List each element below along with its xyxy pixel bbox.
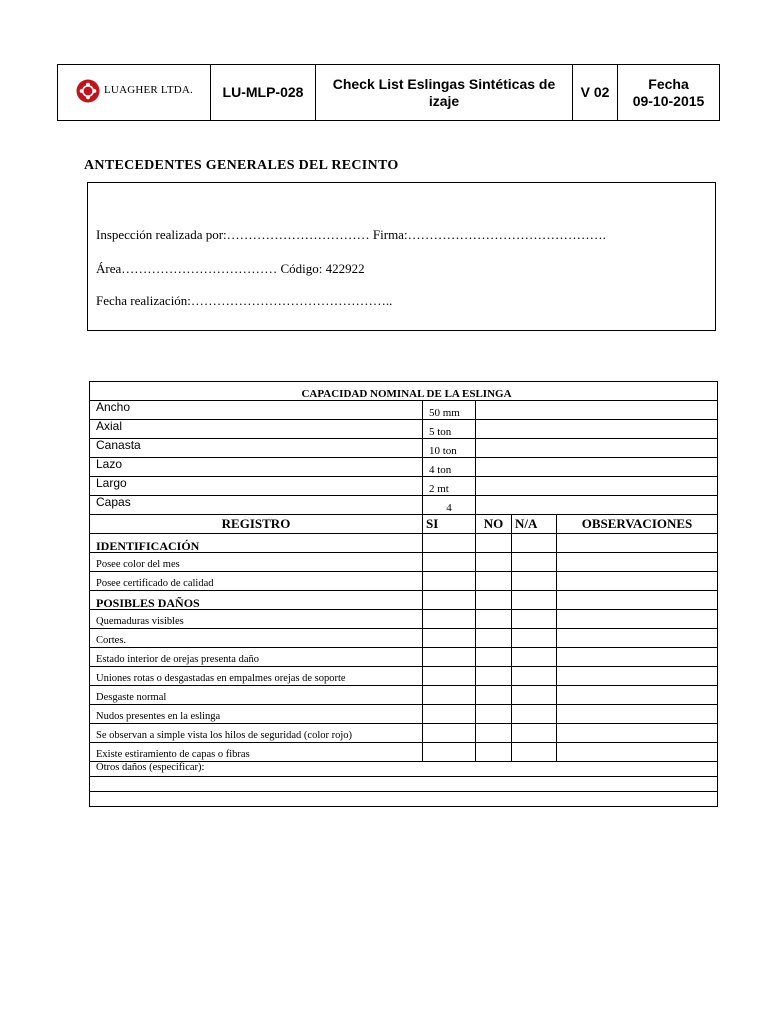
checklist-row (90, 572, 718, 591)
capacidad-label: Capas (90, 496, 423, 515)
checklist-row (90, 553, 718, 572)
check-si[interactable] (423, 610, 476, 629)
observaciones-cell[interactable] (557, 610, 718, 629)
capacidad-value: 10 ton (423, 439, 476, 458)
checklist-row (90, 724, 718, 743)
observaciones-cell[interactable] (557, 534, 718, 553)
checklist-item: Posee certificado de calidad (90, 572, 423, 591)
otros-blank-line[interactable] (90, 777, 718, 792)
date-label: Fecha (648, 75, 689, 92)
check-si[interactable] (423, 705, 476, 724)
document-code: LU-MLP-028 (211, 65, 316, 121)
checklist-item: Estado interior de orejas presenta daño (90, 648, 423, 667)
inspeccion-line: Inspección realizada por:…………………………… Firma:………………………………………. (96, 227, 606, 242)
check-na[interactable] (512, 629, 557, 648)
capacidad-blank (476, 496, 718, 515)
observaciones-cell[interactable] (557, 648, 718, 667)
check-na[interactable] (512, 724, 557, 743)
checklist-item: Quemaduras visibles (90, 610, 423, 629)
company-logo-icon (75, 78, 101, 104)
capacidad-row (90, 496, 718, 515)
observaciones-cell[interactable] (557, 743, 718, 762)
group-row-danos (90, 591, 718, 610)
document-header (57, 64, 720, 121)
capacidad-label: Lazo (90, 458, 423, 477)
check-no[interactable] (476, 572, 512, 591)
otros-blank-row (90, 777, 718, 792)
company-name: LUAGHER LTDA. (104, 84, 193, 96)
antecedentes-box (87, 182, 716, 331)
capacidad-label: Canasta (90, 439, 423, 458)
col-header-observaciones: OBSERVACIONES (557, 515, 718, 534)
group-title-identificacion: IDENTIFICACIÓN (90, 534, 423, 553)
checklist-item: Posee color del mes (90, 553, 423, 572)
capacidad-blank (476, 439, 718, 458)
capacidad-title-row (90, 382, 718, 401)
capacidad-value: 2 mt (423, 477, 476, 496)
observaciones-cell[interactable] (557, 553, 718, 572)
observaciones-cell[interactable] (557, 686, 718, 705)
checklist-row (90, 686, 718, 705)
group-title-danos: POSIBLES DAÑOS (90, 591, 423, 610)
check-si[interactable] (423, 629, 476, 648)
check-si[interactable] (423, 534, 476, 553)
checklist-item: Cortes. (90, 629, 423, 648)
observaciones-cell[interactable] (557, 667, 718, 686)
observaciones-cell[interactable] (557, 629, 718, 648)
capacidad-row (90, 477, 718, 496)
capacidad-value: 50 mm (423, 401, 476, 420)
checklist-row (90, 610, 718, 629)
check-si[interactable] (423, 553, 476, 572)
checklist-item: Desgaste normal (90, 686, 423, 705)
check-na[interactable] (512, 686, 557, 705)
checklist-table (89, 381, 718, 807)
document-version: V 02 (573, 65, 618, 121)
check-no[interactable] (476, 686, 512, 705)
check-si[interactable] (423, 591, 476, 610)
check-no[interactable] (476, 667, 512, 686)
check-na[interactable] (512, 610, 557, 629)
check-na[interactable] (512, 553, 557, 572)
capacidad-blank (476, 401, 718, 420)
checklist-row (90, 705, 718, 724)
fecha-realizacion-line: Fecha realización:……………………………………….. (96, 293, 393, 308)
check-no[interactable] (476, 591, 512, 610)
check-na[interactable] (512, 667, 557, 686)
check-si[interactable] (423, 572, 476, 591)
check-no[interactable] (476, 743, 512, 762)
check-no[interactable] (476, 534, 512, 553)
check-no[interactable] (476, 724, 512, 743)
checklist-row (90, 667, 718, 686)
check-na[interactable] (512, 534, 557, 553)
document-title: Check List Eslingas Sintéticas de izaje (316, 65, 573, 121)
check-no[interactable] (476, 553, 512, 572)
capacidad-value: 4 ton (423, 458, 476, 477)
observaciones-cell[interactable] (557, 705, 718, 724)
check-no[interactable] (476, 648, 512, 667)
observaciones-cell[interactable] (557, 724, 718, 743)
check-si[interactable] (423, 724, 476, 743)
check-si[interactable] (423, 667, 476, 686)
capacidad-label: Axial (90, 420, 423, 439)
col-header-registro: REGISTRO (90, 515, 423, 534)
check-si[interactable] (423, 743, 476, 762)
date-value: 09-10-2015 (632, 92, 705, 109)
observaciones-cell[interactable] (557, 572, 718, 591)
capacidad-blank (476, 420, 718, 439)
check-na[interactable] (512, 743, 557, 762)
check-na[interactable] (512, 705, 557, 724)
capacidad-title: CAPACIDAD NOMINAL DE LA ESLINGA (90, 382, 718, 401)
check-na[interactable] (512, 591, 557, 610)
col-header-na: N/A (512, 515, 557, 534)
check-si[interactable] (423, 648, 476, 667)
checklist-row (90, 629, 718, 648)
capacidad-row (90, 439, 718, 458)
observaciones-cell[interactable] (557, 591, 718, 610)
capacidad-row (90, 458, 718, 477)
company-logo-cell (58, 65, 211, 121)
col-header-no: NO (476, 515, 512, 534)
registro-header-row (90, 515, 718, 534)
otros-blank-row (90, 792, 718, 807)
check-no[interactable] (476, 610, 512, 629)
checklist-row (90, 648, 718, 667)
otros-blank-line[interactable] (90, 792, 718, 807)
capacidad-label: Ancho (90, 401, 423, 420)
capacidad-row (90, 401, 718, 420)
otros-row (90, 762, 718, 777)
area-line: Área……………………………… Código: 422922 (96, 261, 365, 276)
group-row-identificacion (90, 534, 718, 553)
otros-danos-label[interactable]: Otros daños (especificar): (90, 762, 718, 777)
capacidad-blank (476, 458, 718, 477)
check-na[interactable] (512, 572, 557, 591)
capacidad-label: Largo (90, 477, 423, 496)
capacidad-row (90, 420, 718, 439)
check-na[interactable] (512, 648, 557, 667)
check-si[interactable] (423, 686, 476, 705)
section-title-antecedentes: ANTECEDENTES GENERALES DEL RECINTO (84, 158, 399, 173)
checklist-item: Existe estiramiento de capas o fibras (90, 743, 423, 762)
checklist-row (90, 743, 718, 762)
capacidad-blank (476, 477, 718, 496)
checklist-item: Nudos presentes en la eslinga (90, 705, 423, 724)
checklist-item: Se observan a simple vista los hilos de seguridad (color rojo) (90, 724, 423, 743)
document-date (618, 65, 720, 121)
check-no[interactable] (476, 705, 512, 724)
col-header-si: SI (423, 515, 476, 534)
capacidad-value: 4 (423, 496, 476, 515)
capacidad-value: 5 ton (423, 420, 476, 439)
checklist-item: Uniones rotas o desgastadas en empalmes orejas de soporte (90, 667, 423, 686)
check-no[interactable] (476, 629, 512, 648)
